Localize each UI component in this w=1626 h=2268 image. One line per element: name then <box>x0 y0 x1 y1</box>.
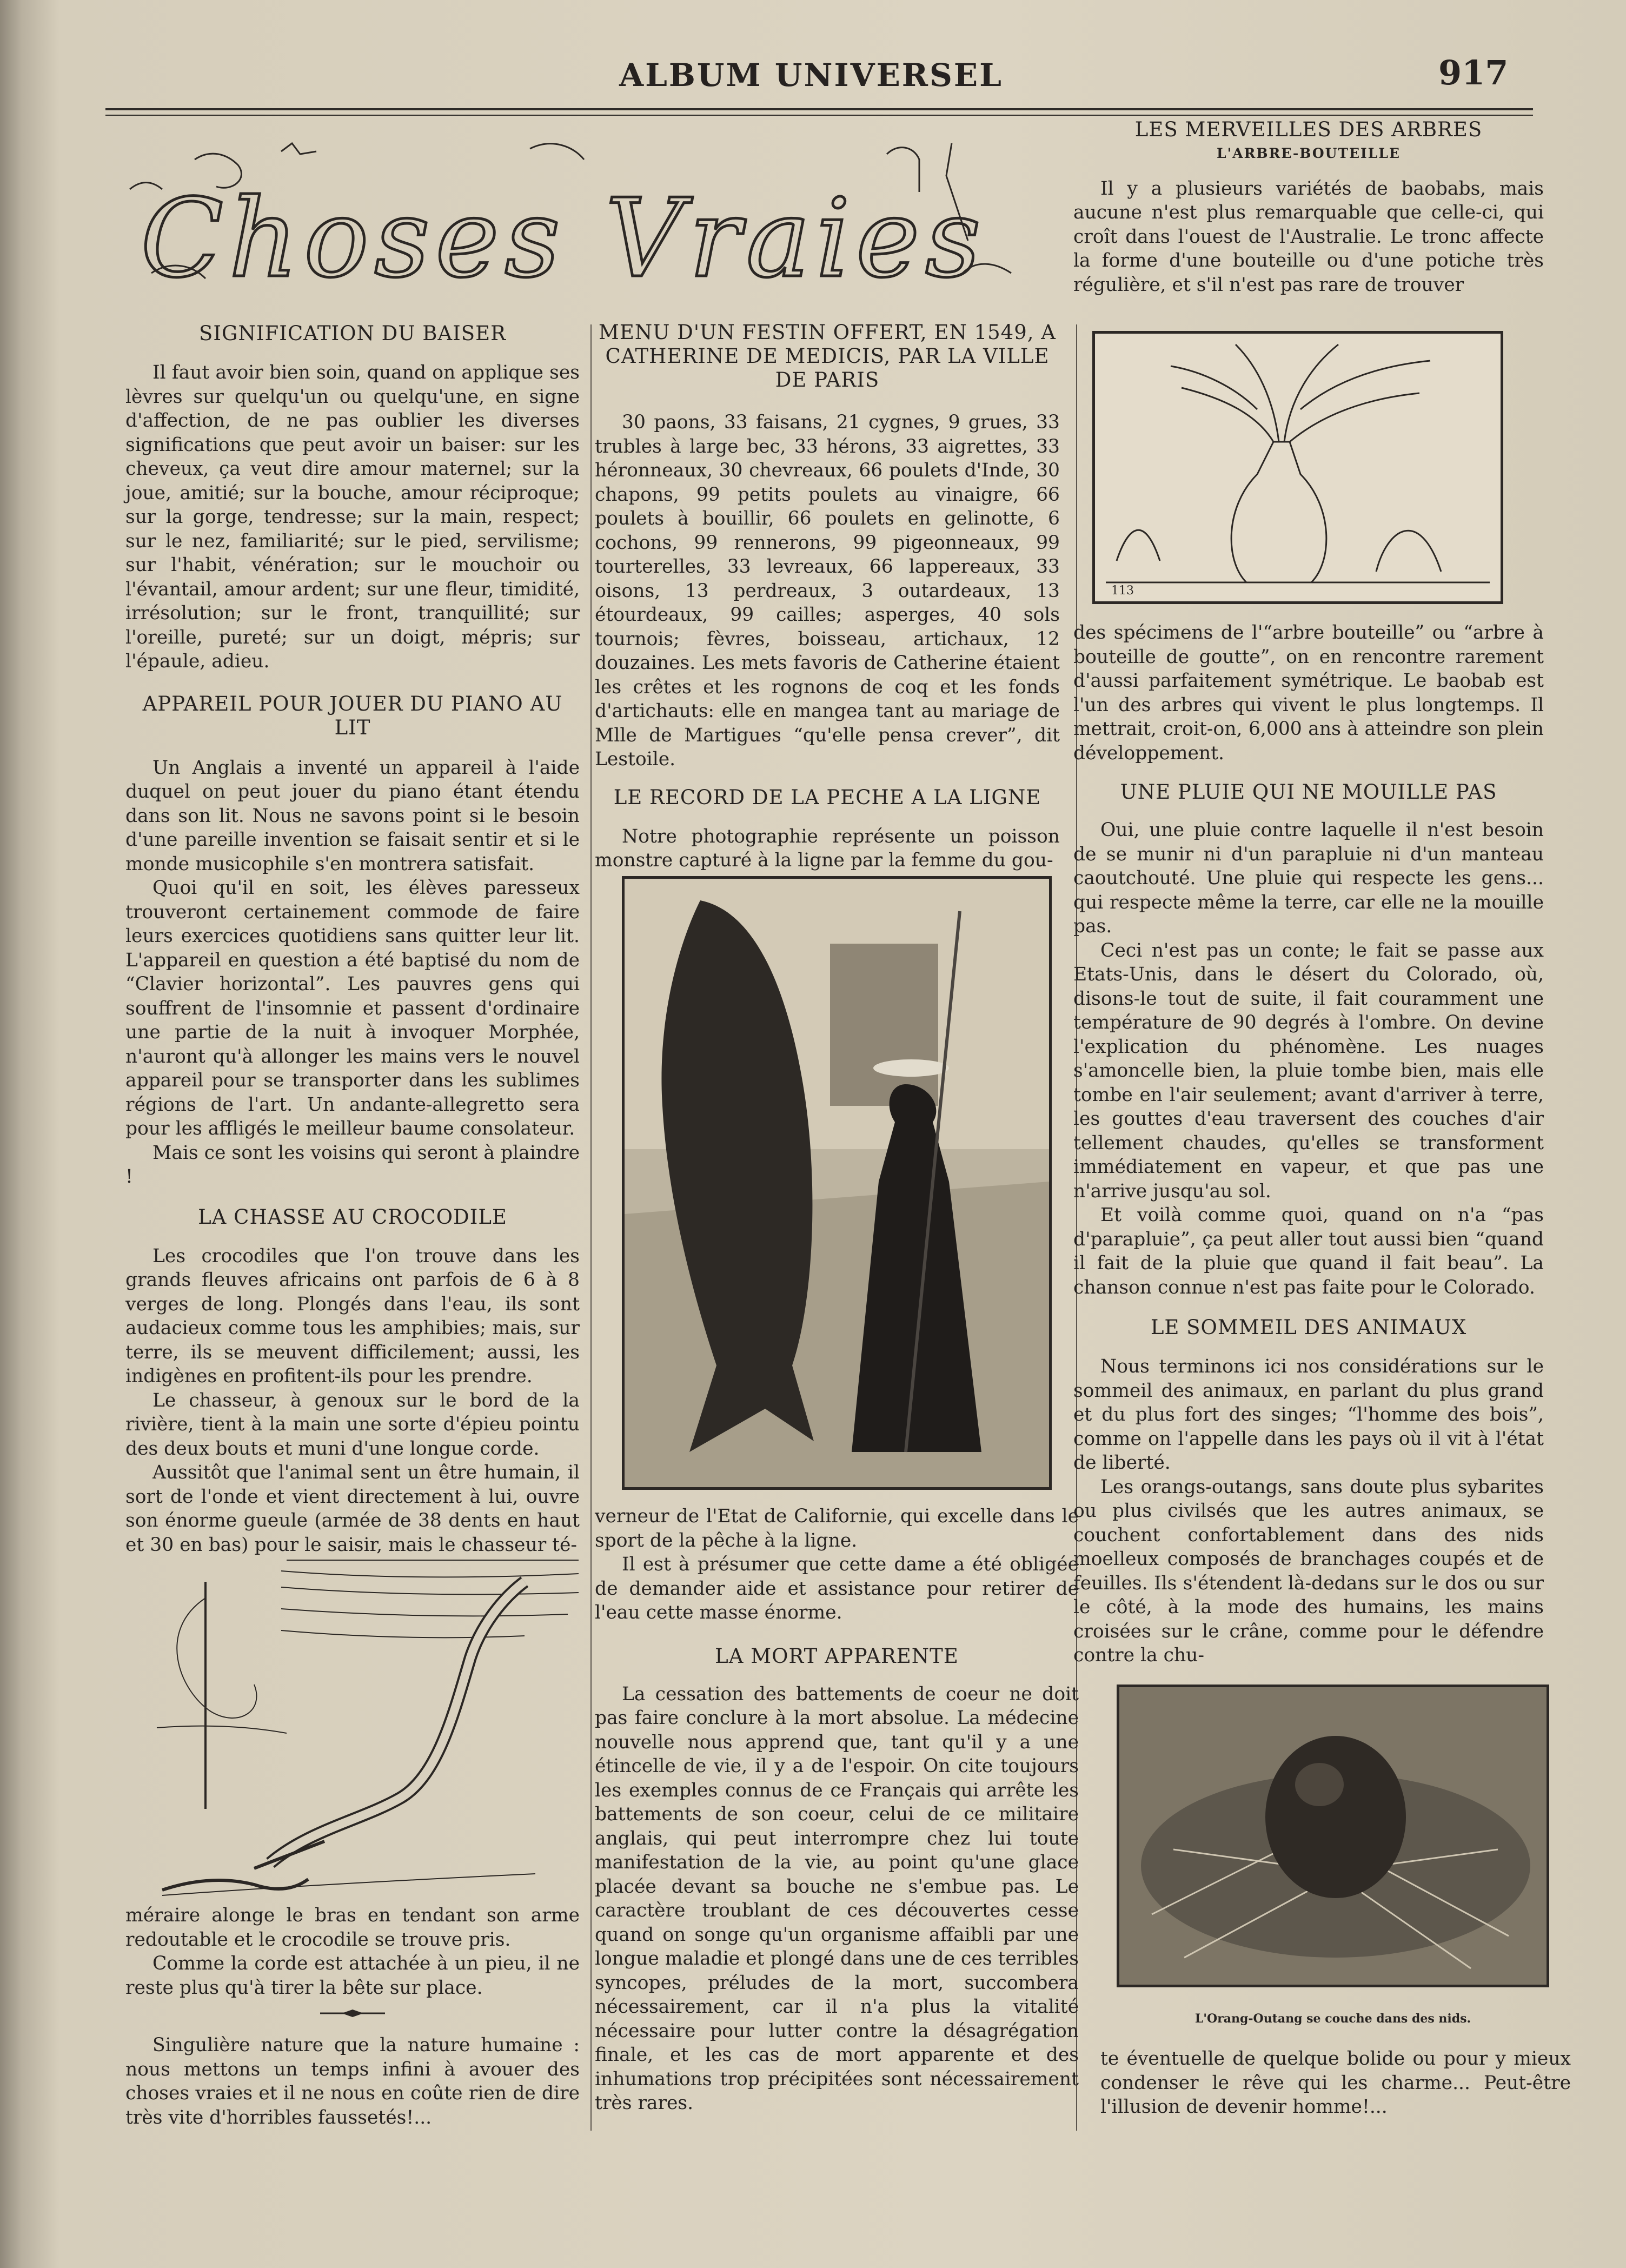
section-title-arbres: LES MERVEILLES DES ARBRES <box>1134 118 1483 141</box>
crocodile-illustration <box>146 1549 584 1901</box>
paragraph: des spécimens de l'“arbre bouteille” ou “arbre à bouteille de goutte”, on en rencontre rarement d'aussi parfaitement symétrique. Le baobab est l'un des arbres qui vivent le plus longtemps. Il mettrait, croit-on, 6,000 ans à atteindre son plein développement. <box>1073 622 1544 764</box>
section-title-piano: APPAREIL POUR JOUER DU PIANO AU LIT <box>142 692 563 739</box>
header-rule-top <box>105 108 1533 110</box>
page-number: 917 <box>1438 53 1509 92</box>
paragraph: Il est à présumer que cette dame a été obligée de demander aide et assistance pour retirer de l'eau cette masse énorme. <box>595 1554 1079 1623</box>
paragraph: Singulière nature que la nature humaine : nous mettons un temps infini à avouer des choses vraies et il ne nous en coûte rien de dire très vite d'horribles faussetés!... <box>125 2034 580 2128</box>
header-rule-bottom <box>105 115 1533 116</box>
section-title-sommeil: LE SOMMEIL DES ANIMAUX <box>1150 1316 1467 1339</box>
section-title-crocodile: LA CHASSE AU CROCODILE <box>198 1205 507 1229</box>
paragraph: Notre photographie représente un poisson monstre capturé à la ligne par la femme du gou- <box>595 825 1060 871</box>
paragraph: Il y a plusieurs variétés de baobabs, mais aucune n'est plus remarquable que celle-ci, qui croît dans l'ouest de l'Australie. Le tronc affecte la forme d'une bouteille ou d'une potiche très régulière, et s'il n'est pas rare de trouver <box>1073 177 1544 296</box>
paragraph: Le chasseur, à genoux sur le bord de la rivière, tient à la main une sorte d'épieu pointu des deux bouts et muni d'une longue corde. <box>125 1389 580 1460</box>
column-rule <box>590 324 592 2131</box>
paragraph: Un Anglais a inventé un appareil à l'aide duquel on peut jouer du piano étant étendu dans son lit. Nous ne savons point si le besoin d'une pareille invention se faisait sentir et si le monde musicophile s'en montrera satisfait. <box>125 757 580 875</box>
section-title-peche: LE RECORD DE LA PECHE A LA LIGNE <box>613 785 1041 809</box>
header-title: ALBUM UNIVERSEL <box>619 57 1003 94</box>
paragraph: Les orangs-outangs, sans doute plus sybarites ou plus civilsés que les autres animaux, se couchent confortablement dans des nids moelleux composés de branchages coupés et de feuilles. Ils s'étendent là-dedans sur le dos ou sur le côté, à la mode des humains, les mains croisées sur le crâne, comme pour le défendre contre la chu- <box>1073 1476 1544 1666</box>
banner-text: Choses Vraies <box>141 176 986 302</box>
left-column-bottom <box>125 1904 580 2130</box>
right-column <box>1073 118 1544 297</box>
orangutan-photo <box>1117 1685 1549 1987</box>
choses-vraies-banner <box>119 138 1038 316</box>
section-title-baiser: SIGNIFICATION DU BAISER <box>199 322 506 345</box>
paragraph: Ceci n'est pas un conte; le fait se passe aux Etats-Unis, dans le désert du Colorado, où, disons-le tout de suite, il fait couramment une température de 90 degrés à l'ombre. On devine l'explication du phénomène. Les nuages s'amoncelle bien, la pluie tombe bien, mais elle tombe en l'air seulement; avant d'arriver à terre, les gouttes d'eau traversent des couches d'air tellement chaudes, qu'elles se transforment immédiatement en vapeur, et que pas une n'arrive jusqu'au sol. <box>1073 939 1544 1202</box>
ornament-divider <box>125 2000 580 2027</box>
right-column-bottom <box>1100 2047 1571 2119</box>
paragraph: Comme la corde est attachée à un pieu, il ne reste plus qu'à tirer la bête sur place. <box>125 1953 580 1999</box>
middle-column-bottom <box>595 1504 1079 2116</box>
paragraph: Il faut avoir bien soin, quand on applique ses lèvres sur quelqu'un ou quelqu'une, en signe d'affection, de ne pas oublier les diverses significations que peut avoir un baiser: sur les cheveux, ça veut dire amour maternel; sur la joue, amitié; sur la bouche, amour réciproque; sur la gorge, tendresse; sur la main, respect; sur le nez, familiarité; sur le pied, servilisme; sur l'habit, vénération; sur le mouchoir ou l'évantail, amour ardent; sur une fleur, timidité, irrésolution; sur le front, tranquillité; sur l'oreille, pureté; sur un doigt, mépris; sur l'épaule, adieu. <box>125 362 580 672</box>
paragraph: te éventuelle de quelque bolide ou pour y mieux condenser le rêve qui les charme... Peut-être l'illusion de devenir homme!... <box>1100 2048 1571 2118</box>
left-column <box>125 322 580 1557</box>
section-subtitle-bouteille: L'ARBRE-BOUTEILLE <box>1217 145 1401 161</box>
paragraph: méraire alonge le bras en tendant son arme redoutable et le crocodile se trouve pris. <box>125 1905 580 1951</box>
orangutan <box>1265 1736 1406 1898</box>
paragraph: 30 paons, 33 faisans, 21 cygnes, 9 grues, 33 trubles à large bec, 33 hérons, 33 aigrettes, 33 héronneaux, 30 chevreaux, 66 poulets d'Inde, 30 chapons, 99 petits poulets au vinaigre, 66 poulets à bouillir, 66 poulets en gelinotte, 6 cochons, 99 rennerons, 99 pigeonneaux, 99 tourterelles, 33 levreaux, 66 lappereaux, 33 oisons, 13 perdreaux, 3 outardeaux, 13 étourdeaux, 99 cailles; asperges, 40 sols tournois; fèvres, boisseau, artichaux, 12 douzaines. Les mets favoris de Catherine étaient les crêtes et les rognons de coq et les fonds d'artichauts: elle en mangea tant au mariage de Mlle de Martigues “qu'elle pensa crever”, dit Lestoile. <box>595 412 1060 770</box>
middle-column <box>595 321 1060 873</box>
paragraph: Les crocodiles que l'on trouve dans les grands fleuves africains ont parfois de 6 à 8 verges de long. Plongés dans l'eau, ils sont audacieux comme tous les amphibies; mais, sur terre, ils se meuvent difficilement; aussi, les indigènes en profitent-ils pour les prendre. <box>125 1245 580 1387</box>
paragraph: Mais ce sont les voisins qui seront à plaindre ! <box>125 1142 580 1188</box>
paragraph: Aussitôt que l'animal sent un être humain, il sort de l'onde et vient directement à lui, ouvre son énorme gueule (armée de 38 dents en haut et 30 en bas) pour le saisir, mais le chasseur té- <box>125 1462 580 1556</box>
right-column-middle <box>1073 621 1544 1668</box>
paragraph: Nous terminons ici nos considérations sur le sommeil des animaux, en parlant du plus grand et du plus fort des singes; “l'homme des bois”, comme on l'appelle dans les pays où il vit à l'état de liberté. <box>1073 1356 1544 1474</box>
bottle-tree-illustration <box>1092 331 1503 604</box>
section-title-menu: MENU D'UN FESTIN OFFERT, EN 1549, A CATHERINE DE MEDICIS, PAR LA VILLE DE PARIS <box>598 321 1057 392</box>
figure-number: 113 <box>1111 584 1134 598</box>
fishing-photo <box>622 876 1052 1490</box>
paragraph: La cessation des battements de coeur ne doit pas faire conclure à la mort absolue. La médecine nouvelle nous apprend que, tant qu'il y a une étincelle de vie, il y a de l'espoir. On cite toujours les exemples connus de ce Français qui arrête les battements de son coeur, celui de ce militaire anglais, qui peut interrompre chez lui toute manifestation de la vie, au point qu'une glace placée devant sa bouche ne s'embue pas. Le caractère troublant de ces découvertes cesse quand on songe qu'un organisme affaibli par une longue maladie et plongé dans une de ces terribles syncopes, préludes de la mort, succombera nécessairement, car il n'a plus la vitalité nécessaire pour lutter contre la désagrégation finale, et les cas de mort apparente et des inhumations trop précipitées sont nécessairement très rares. <box>595 1683 1079 2114</box>
paragraph: verneur de l'Etat de Californie, qui excelle dans le sport de la pêche à la ligne. <box>595 1506 1079 1551</box>
orangutan-caption: L'Orang-Outang se couche dans des nids. <box>1194 2012 1471 2026</box>
paragraph: Oui, une pluie contre laquelle il n'est besoin de se munir ni d'un parapluie ni d'un manteau caoutchouté. Une pluie qui respecte les gens... qui respecte même la terre, car elle ne la mouille pas. <box>1073 819 1544 937</box>
section-title-mort: LA MORT APPARENTE <box>715 1644 959 1668</box>
section-title-pluie: UNE PLUIE QUI NE MOUILLE PAS <box>1120 780 1497 804</box>
paragraph: Quoi qu'il en soit, les élèves paresseux trouveront certainement commode de faire leurs exercices quotidiens sans quitter leur lit. L'appareil en question a été baptisé du nom de “Clavier horizontal”. Les pauvres gens qui souffrent de l'insomnie et passent d'ordinaire une partie de la nuit à invoquer Morphée, n'auront qu'à allonger les mains vers le nouvel appareil pour se transporter dans les sublimes régions de l'art. Un andante-allegretto sera pour les affligés le meilleur baume consolateur. <box>125 877 580 1139</box>
paragraph: Et voilà comme quoi, quand on n'a “pas d'parapluie”, ça peut aller tout aussi bien “quand il fait de la pluie que quand il fait beau”. La chanson connue n'est pas faite pour le Colorado. <box>1073 1204 1544 1298</box>
